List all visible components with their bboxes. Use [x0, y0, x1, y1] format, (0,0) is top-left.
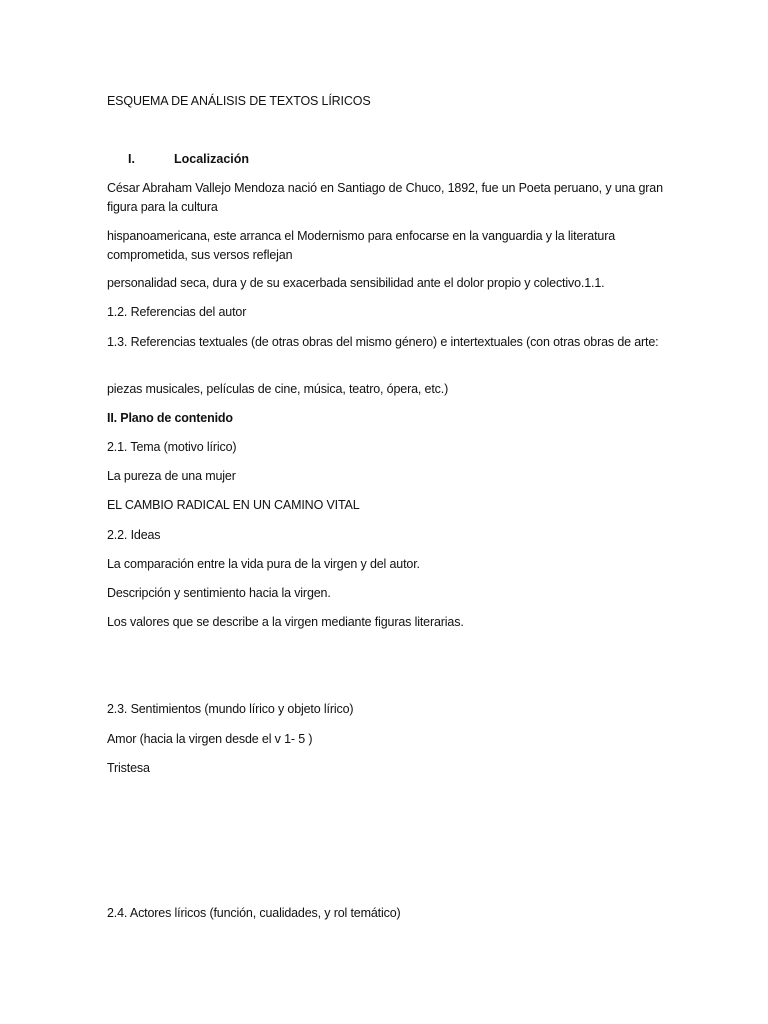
paragraph-5: 1.3. Referencias textuales (de otras obras del mismo género) e intertextuales (con otras obras de arte:: [107, 335, 659, 349]
section-number: I.: [128, 152, 135, 166]
section-2-heading: II. Plano de contenido: [107, 411, 233, 425]
paragraph-11: 2.2. Ideas: [107, 528, 161, 542]
paragraph-6: piezas musicales, películas de cine, música, teatro, ópera, etc.): [107, 382, 449, 396]
paragraph-13: Descripción y sentimiento hacia la virgen.: [107, 586, 331, 600]
section-heading: Localización: [174, 152, 250, 166]
paragraph-16: Amor (hacia la virgen desde el v 1- 5 ): [107, 732, 313, 746]
paragraph-9: La pureza de una mujer: [107, 469, 236, 483]
paragraph-15: 2.3. Sentimientos (mundo lírico y objeto lírico): [107, 702, 354, 716]
document-title: ESQUEMA DE ANÁLISIS DE TEXTOS LÍRICOS: [107, 94, 371, 108]
paragraph-14: Los valores que se describe a la virgen mediante figuras literarias.: [107, 615, 464, 629]
paragraph-4: 1.2. Referencias del autor: [107, 305, 247, 319]
paragraph-1: César Abraham Vallejo Mendoza nació en Santiago de Chuco, 1892, fue un Poeta peruano, y una gran figura para la cultura: [107, 181, 663, 214]
paragraph-17: Tristesa: [107, 761, 150, 775]
paragraph-2: hispanoamericana, este arranca el Modernismo para enfocarse en la vanguardia y la literatura comprometida, sus versos reflejan: [107, 229, 616, 262]
paragraph-10: EL CAMBIO RADICAL EN UN CAMINO VITAL: [107, 498, 360, 512]
paragraph-3: personalidad seca, dura y de su exacerbada sensibilidad ante el dolor propio y colectivo.1.1.: [107, 276, 605, 290]
paragraph-18: 2.4. Actores líricos (función, cualidades, y rol temático): [107, 906, 401, 920]
paragraph-12: La comparación entre la vida pura de la virgen y del autor.: [107, 557, 420, 571]
paragraph-8: 2.1. Tema (motivo lírico): [107, 440, 237, 454]
